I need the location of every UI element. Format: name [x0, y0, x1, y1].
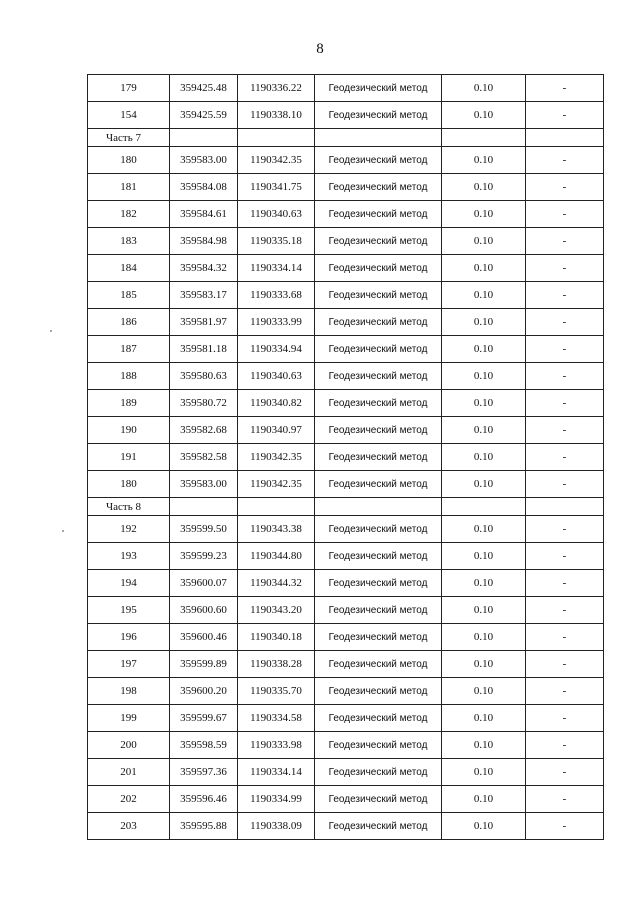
table-row: [88, 651, 604, 678]
table-row: [88, 813, 604, 840]
method-cell: Геодезический метод: [315, 336, 442, 363]
section-label: Часть 7: [88, 129, 170, 147]
accuracy-cell: 0.10: [442, 255, 526, 282]
method-cell: Геодезический метод: [315, 813, 442, 840]
x-coordinate-cell: 359582.68: [170, 417, 238, 444]
method-cell: Геодезический метод: [315, 471, 442, 498]
point-number-cell: 186: [88, 309, 170, 336]
y-coordinate-cell: 1190333.99: [238, 309, 315, 336]
point-number-cell: 199: [88, 705, 170, 732]
method-cell: Геодезический метод: [315, 786, 442, 813]
section-header-row: [88, 498, 604, 516]
section-empty-cell: [526, 129, 604, 147]
accuracy-cell: 0.10: [442, 786, 526, 813]
y-coordinate-cell: 1190333.98: [238, 732, 315, 759]
point-number-cell: 202: [88, 786, 170, 813]
table-row: [88, 732, 604, 759]
x-coordinate-cell: 359598.59: [170, 732, 238, 759]
accuracy-cell: 0.10: [442, 678, 526, 705]
accuracy-cell: 0.10: [442, 309, 526, 336]
description-cell: -: [526, 786, 604, 813]
description-cell: -: [526, 624, 604, 651]
accuracy-cell: 0.10: [442, 444, 526, 471]
table-row: [88, 282, 604, 309]
y-coordinate-cell: 1190344.80: [238, 543, 315, 570]
y-coordinate-cell: 1190341.75: [238, 174, 315, 201]
method-cell: Геодезический метод: [315, 255, 442, 282]
point-number-cell: 180: [88, 147, 170, 174]
x-coordinate-cell: 359599.67: [170, 705, 238, 732]
table-row: [88, 75, 604, 102]
point-number-cell: 193: [88, 543, 170, 570]
description-cell: -: [526, 705, 604, 732]
method-cell: Геодезический метод: [315, 282, 442, 309]
description-cell: -: [526, 543, 604, 570]
description-cell: -: [526, 597, 604, 624]
point-number-cell: 200: [88, 732, 170, 759]
point-number-cell: 191: [88, 444, 170, 471]
table-row: [88, 444, 604, 471]
x-coordinate-cell: 359583.00: [170, 471, 238, 498]
y-coordinate-cell: 1190334.99: [238, 786, 315, 813]
x-coordinate-cell: 359425.59: [170, 102, 238, 129]
y-coordinate-cell: 1190340.63: [238, 201, 315, 228]
table-row: [88, 417, 604, 444]
table-row: [88, 309, 604, 336]
section-empty-cell: [315, 129, 442, 147]
x-coordinate-cell: 359595.88: [170, 813, 238, 840]
description-cell: -: [526, 417, 604, 444]
x-coordinate-cell: 359425.48: [170, 75, 238, 102]
method-cell: Геодезический метод: [315, 624, 442, 651]
x-coordinate-cell: 359596.46: [170, 786, 238, 813]
x-coordinate-cell: 359581.97: [170, 309, 238, 336]
method-cell: Геодезический метод: [315, 543, 442, 570]
page-number: 8: [316, 41, 324, 57]
table-row: [88, 147, 604, 174]
table-row: [88, 705, 604, 732]
table-row: [88, 759, 604, 786]
accuracy-cell: 0.10: [442, 75, 526, 102]
y-coordinate-cell: 1190335.70: [238, 678, 315, 705]
point-number-cell: 192: [88, 516, 170, 543]
accuracy-cell: 0.10: [442, 543, 526, 570]
y-coordinate-cell: 1190343.38: [238, 516, 315, 543]
method-cell: Геодезический метод: [315, 651, 442, 678]
section-empty-cell: [526, 498, 604, 516]
accuracy-cell: 0.10: [442, 651, 526, 678]
description-cell: -: [526, 228, 604, 255]
description-cell: -: [526, 336, 604, 363]
table-row: [88, 543, 604, 570]
description-cell: -: [526, 444, 604, 471]
accuracy-cell: 0.10: [442, 228, 526, 255]
description-cell: -: [526, 759, 604, 786]
x-coordinate-cell: 359580.72: [170, 390, 238, 417]
table-row: [88, 174, 604, 201]
method-cell: Геодезический метод: [315, 390, 442, 417]
y-coordinate-cell: 1190338.28: [238, 651, 315, 678]
x-coordinate-cell: 359584.61: [170, 201, 238, 228]
section-empty-cell: [170, 129, 238, 147]
y-coordinate-cell: 1190340.97: [238, 417, 315, 444]
x-coordinate-cell: 359599.89: [170, 651, 238, 678]
accuracy-cell: 0.10: [442, 174, 526, 201]
accuracy-cell: 0.10: [442, 417, 526, 444]
method-cell: Геодезический метод: [315, 444, 442, 471]
table-row: [88, 255, 604, 282]
point-number-cell: 179: [88, 75, 170, 102]
accuracy-cell: 0.10: [442, 336, 526, 363]
description-cell: -: [526, 651, 604, 678]
x-coordinate-cell: 359581.18: [170, 336, 238, 363]
table-row: [88, 363, 604, 390]
point-number-cell: 188: [88, 363, 170, 390]
table-row: [88, 678, 604, 705]
description-cell: -: [526, 390, 604, 417]
method-cell: Геодезический метод: [315, 678, 442, 705]
table-row: [88, 228, 604, 255]
table-row: [88, 786, 604, 813]
x-coordinate-cell: 359600.60: [170, 597, 238, 624]
table-row: [88, 516, 604, 543]
description-cell: -: [526, 516, 604, 543]
accuracy-cell: 0.10: [442, 282, 526, 309]
point-number-cell: 182: [88, 201, 170, 228]
point-number-cell: 196: [88, 624, 170, 651]
description-cell: -: [526, 75, 604, 102]
point-number-cell: 198: [88, 678, 170, 705]
table-row: [88, 597, 604, 624]
x-coordinate-cell: 359600.20: [170, 678, 238, 705]
table-row: [88, 570, 604, 597]
accuracy-cell: 0.10: [442, 471, 526, 498]
method-cell: Геодезический метод: [315, 363, 442, 390]
x-coordinate-cell: 359583.17: [170, 282, 238, 309]
point-number-cell: 197: [88, 651, 170, 678]
table-row: [88, 336, 604, 363]
method-cell: Геодезический метод: [315, 570, 442, 597]
description-cell: -: [526, 102, 604, 129]
section-header-row: [88, 129, 604, 147]
x-coordinate-cell: 359582.58: [170, 444, 238, 471]
accuracy-cell: 0.10: [442, 570, 526, 597]
point-number-cell: 154: [88, 102, 170, 129]
description-cell: -: [526, 471, 604, 498]
x-coordinate-cell: 359584.32: [170, 255, 238, 282]
y-coordinate-cell: 1190343.20: [238, 597, 315, 624]
description-cell: -: [526, 147, 604, 174]
y-coordinate-cell: 1190340.82: [238, 390, 315, 417]
method-cell: Геодезический метод: [315, 705, 442, 732]
method-cell: Геодезический метод: [315, 228, 442, 255]
point-number-cell: 185: [88, 282, 170, 309]
y-coordinate-cell: 1190334.58: [238, 705, 315, 732]
x-coordinate-cell: 359599.23: [170, 543, 238, 570]
point-number-cell: 187: [88, 336, 170, 363]
method-cell: Геодезический метод: [315, 75, 442, 102]
section-empty-cell: [238, 498, 315, 516]
description-cell: -: [526, 309, 604, 336]
y-coordinate-cell: 1190334.14: [238, 255, 315, 282]
y-coordinate-cell: 1190340.18: [238, 624, 315, 651]
coordinates-table: [87, 74, 604, 840]
method-cell: Геодезический метод: [315, 201, 442, 228]
y-coordinate-cell: 1190334.14: [238, 759, 315, 786]
x-coordinate-cell: 359584.98: [170, 228, 238, 255]
method-cell: Геодезический метод: [315, 147, 442, 174]
point-number-cell: 201: [88, 759, 170, 786]
point-number-cell: 194: [88, 570, 170, 597]
accuracy-cell: 0.10: [442, 597, 526, 624]
y-coordinate-cell: 1190338.09: [238, 813, 315, 840]
y-coordinate-cell: 1190342.35: [238, 471, 315, 498]
table-row: [88, 390, 604, 417]
point-number-cell: 180: [88, 471, 170, 498]
table-row: [88, 471, 604, 498]
x-coordinate-cell: 359599.50: [170, 516, 238, 543]
description-cell: -: [526, 174, 604, 201]
method-cell: Геодезический метод: [315, 732, 442, 759]
section-empty-cell: [442, 129, 526, 147]
accuracy-cell: 0.10: [442, 759, 526, 786]
section-label: Часть 8: [88, 498, 170, 516]
accuracy-cell: 0.10: [442, 363, 526, 390]
accuracy-cell: 0.10: [442, 813, 526, 840]
y-coordinate-cell: 1190342.35: [238, 444, 315, 471]
description-cell: -: [526, 282, 604, 309]
y-coordinate-cell: 1190335.18: [238, 228, 315, 255]
point-number-cell: 183: [88, 228, 170, 255]
y-coordinate-cell: 1190336.22: [238, 75, 315, 102]
x-coordinate-cell: 359583.00: [170, 147, 238, 174]
description-cell: -: [526, 255, 604, 282]
point-number-cell: 195: [88, 597, 170, 624]
point-number-cell: 189: [88, 390, 170, 417]
point-number-cell: 184: [88, 255, 170, 282]
method-cell: Геодезический метод: [315, 516, 442, 543]
description-cell: -: [526, 678, 604, 705]
method-cell: Геодезический метод: [315, 102, 442, 129]
accuracy-cell: 0.10: [442, 390, 526, 417]
scan-speck: [62, 530, 64, 532]
table-row: [88, 102, 604, 129]
accuracy-cell: 0.10: [442, 147, 526, 174]
method-cell: Геодезический метод: [315, 759, 442, 786]
accuracy-cell: 0.10: [442, 732, 526, 759]
x-coordinate-cell: 359580.63: [170, 363, 238, 390]
description-cell: -: [526, 201, 604, 228]
description-cell: -: [526, 813, 604, 840]
accuracy-cell: 0.10: [442, 624, 526, 651]
table-body: [88, 75, 604, 840]
x-coordinate-cell: 359597.36: [170, 759, 238, 786]
y-coordinate-cell: 1190340.63: [238, 363, 315, 390]
method-cell: Геодезический метод: [315, 597, 442, 624]
y-coordinate-cell: 1190338.10: [238, 102, 315, 129]
y-coordinate-cell: 1190334.94: [238, 336, 315, 363]
accuracy-cell: 0.10: [442, 516, 526, 543]
section-empty-cell: [170, 498, 238, 516]
accuracy-cell: 0.10: [442, 705, 526, 732]
method-cell: Геодезический метод: [315, 417, 442, 444]
x-coordinate-cell: 359600.46: [170, 624, 238, 651]
description-cell: -: [526, 363, 604, 390]
description-cell: -: [526, 732, 604, 759]
point-number-cell: 181: [88, 174, 170, 201]
y-coordinate-cell: 1190344.32: [238, 570, 315, 597]
section-empty-cell: [442, 498, 526, 516]
method-cell: Геодезический метод: [315, 174, 442, 201]
section-empty-cell: [238, 129, 315, 147]
point-number-cell: 190: [88, 417, 170, 444]
accuracy-cell: 0.10: [442, 102, 526, 129]
y-coordinate-cell: 1190342.35: [238, 147, 315, 174]
x-coordinate-cell: 359584.08: [170, 174, 238, 201]
description-cell: -: [526, 570, 604, 597]
section-empty-cell: [315, 498, 442, 516]
accuracy-cell: 0.10: [442, 201, 526, 228]
method-cell: Геодезический метод: [315, 309, 442, 336]
table-row: [88, 201, 604, 228]
y-coordinate-cell: 1190333.68: [238, 282, 315, 309]
scan-speck: [50, 330, 52, 332]
point-number-cell: 203: [88, 813, 170, 840]
x-coordinate-cell: 359600.07: [170, 570, 238, 597]
table-row: [88, 624, 604, 651]
